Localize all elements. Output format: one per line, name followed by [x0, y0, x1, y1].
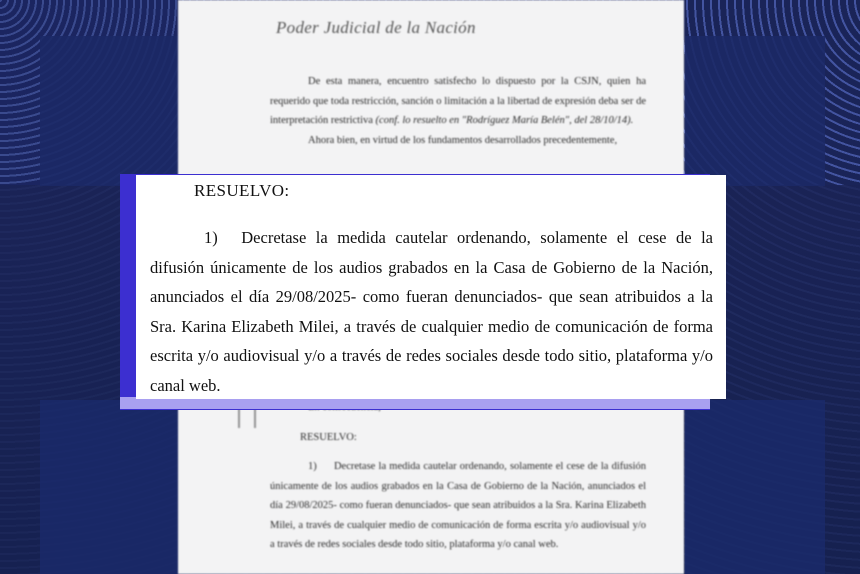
document-bottom-text	[270, 398, 646, 555]
resolution-heading: RESUELVO:	[300, 431, 357, 443]
background-panel-left-lower	[40, 400, 180, 574]
excerpt-body	[150, 223, 713, 400]
zoomed-excerpt-card	[136, 175, 726, 399]
resolution-item	[270, 457, 646, 555]
excerpt-heading: RESUELVO:	[194, 181, 290, 200]
document-paragraph	[270, 72, 646, 131]
document-top-text	[270, 72, 646, 150]
citation-text: (conf. lo resuelto en "Rodríguez María Belén", del 28/10/14).	[375, 115, 634, 126]
item-number: 1)	[308, 461, 317, 472]
background-panel-right-lower	[685, 400, 825, 574]
excerpt-item-text: Decretase la medida cautelar ordenando, solamente el cese de la difusión únicamente de los audios grabados en la Casa de Gobierno de la Nación, anunciados el día 29/08/2025- como fueran denunciados- que sean atribuidos a la Sra. Karina Elizabeth Milei, a través de cualquier medio de comunicación de forma escrita y/o audiovisual y/o a través de redes sociales desde todo sitio, plataforma y/o canal web.	[150, 228, 714, 395]
document-letterhead: Poder Judicial de la Nación	[276, 18, 476, 37]
excerpt-item-number: 1)	[204, 228, 218, 247]
background-panel-left	[40, 36, 180, 186]
excerpt-item	[150, 223, 713, 400]
document-paragraph: Ahora bien, en virtud de los fundamentos desarrollados precedentemente,	[308, 134, 618, 146]
background-panel-right	[685, 36, 825, 186]
paragraph-text: De esta manera, encuentro satisfecho lo dispuesto por la CSJN, quien ha requerido que toda restricción, sanción o limitación a la libertad de expresión deba ser de interpretación restrictiva	[270, 76, 646, 126]
item-text: Decretase la medida cautelar ordenando, solamente el cese de la difusión únicamente de los audios grabados en la Casa de Gobierno de la Nación, anunciados el día 29/08/2025- como fueran denunciados- que sean atribuidos a la Sra. Karina Elizabeth Milei, a través de cualquier medio de comunicación de forma escrita y/o audiovisual y/o a través de redes sociales desde todo sitio, plataforma y/o canal web.	[270, 461, 647, 550]
